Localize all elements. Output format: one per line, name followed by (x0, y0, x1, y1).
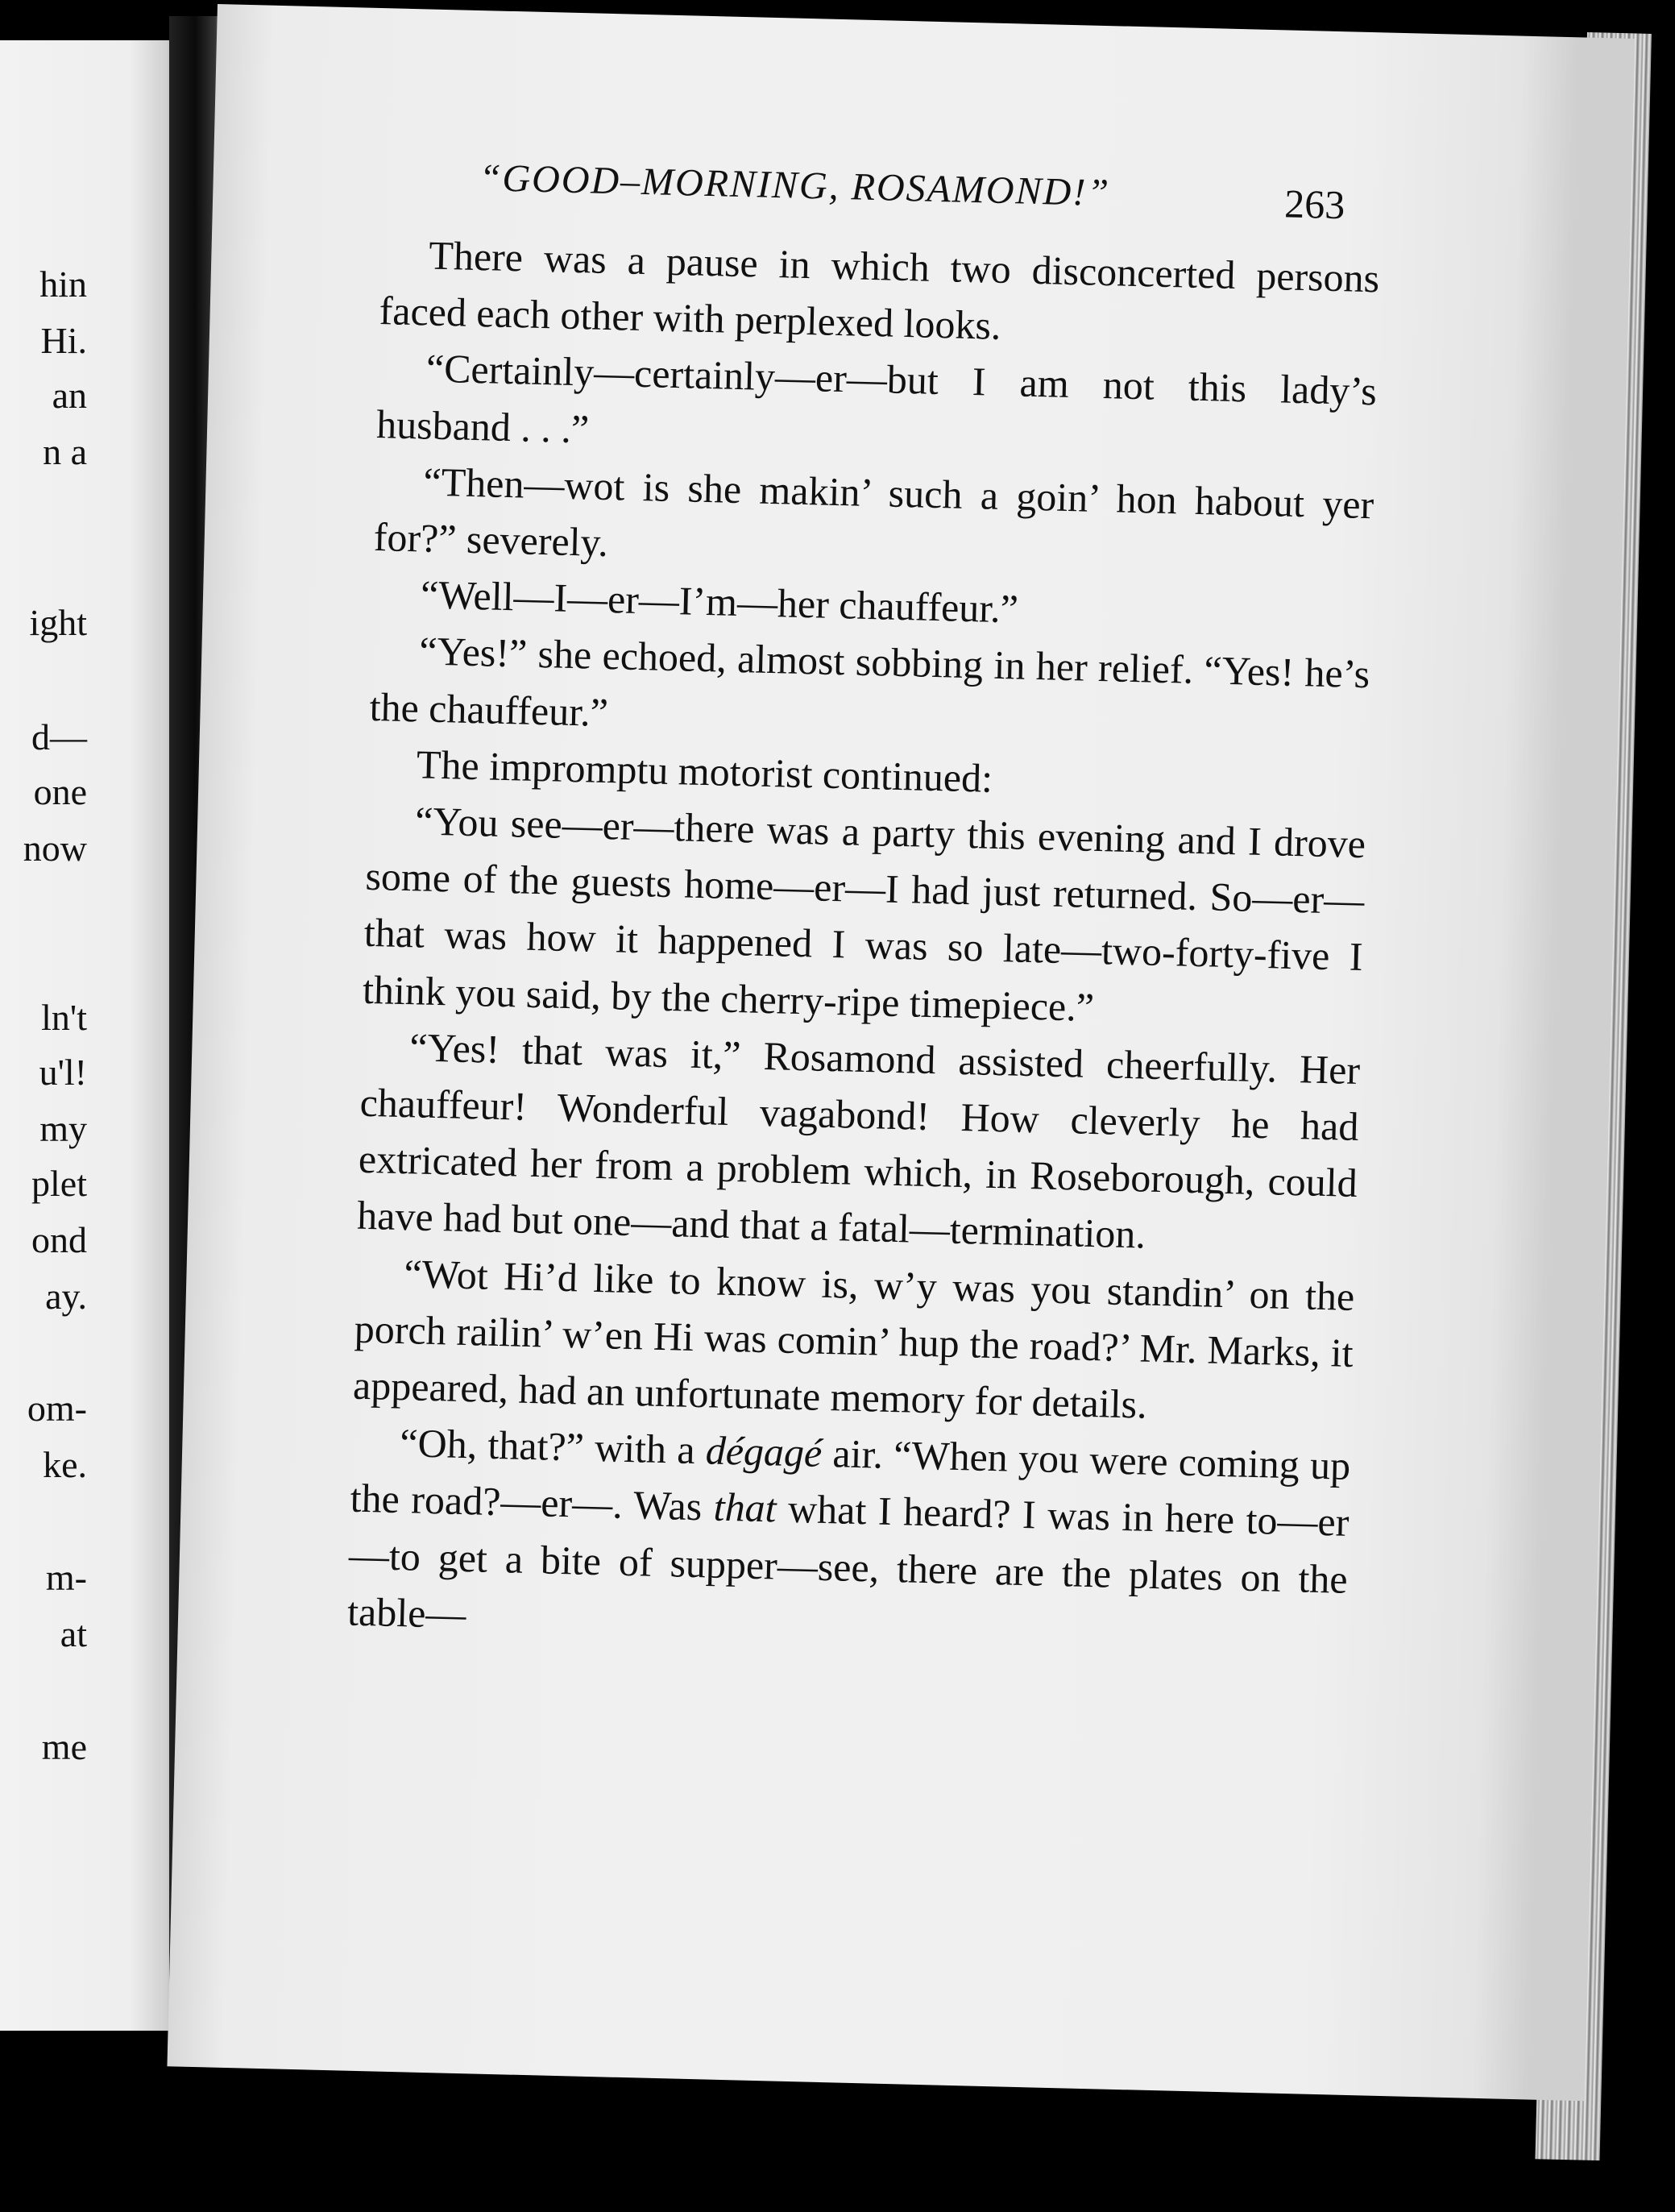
running-head: “GOOD–MORNING, ROSAMOND!” (479, 156, 1111, 215)
previous-page-fragment: ight (29, 602, 87, 643)
previous-page-fragment: Hi. (40, 320, 87, 361)
book-page (167, 4, 1635, 2101)
paragraph: “Yes! that was it,” Rosamond assisted cheerfully. Her chauffeur! Wonderful vagabond! How cleverly he had extricated her from a problem which, in Roseborough, could have had but one—and that a fatal—termination. (356, 1024, 1361, 1258)
paragraph: There was a pause in which two disconcerted persons faced each other with perplexed looks. (379, 232, 1380, 349)
previous-page-fragment: plet (31, 1163, 87, 1204)
text-run: “Oh, that?” with a (399, 1420, 707, 1473)
paragraph: “Certainly—certainly—er—but I am not this lady’s husband . . .” (375, 345, 1378, 452)
page-number: 263 (1283, 181, 1346, 228)
previous-page-edge (0, 40, 185, 2031)
paragraph: “Well—I—er—I’m—her chauffeur.” (420, 571, 1019, 632)
paragraph: “You see—er—there was a party this evening and I drove some of the guests home—er—I had just returned. So—er—that was how it happened I was so late—two-forty-five I think you said, by the cherry-ripe timepiece.” (362, 798, 1366, 1030)
previous-page-fragment: one (33, 771, 87, 812)
previous-page-fragment: ln't (41, 997, 87, 1038)
previous-page-fragment: at (60, 1613, 87, 1654)
italic-text: that (713, 1484, 777, 1531)
previous-page-fragment: my (39, 1108, 87, 1149)
paragraph-last (346, 1413, 1350, 1664)
paragraph: “Yes!” she echoed, almost sobbing in her relief. “Yes! he’s the chauffeur.” (369, 628, 1370, 735)
previous-page-fragment: hin (39, 264, 87, 305)
previous-page-fragment: now (23, 828, 87, 869)
paragraph: The impromptu motorist continued: (416, 741, 993, 801)
previous-page-fragment: ond (31, 1219, 87, 1260)
paragraph: “Then—wot is she makin’ such a goin’ hon habout yer for?” severely. (373, 459, 1374, 566)
previous-page-fragment: ay. (45, 1276, 87, 1317)
previous-page-fragment: d— (31, 716, 87, 757)
paragraph: “Wot Hi’d like to know is, w’y was you standin’ on the porch railin’ w’en Hi was comin’ hup the road?’ Mr. Marks, it appeared, had an unfortunate memory for details. (352, 1250, 1355, 1427)
previous-page-fragment: an (52, 375, 87, 416)
previous-page-fragment: m- (45, 1557, 87, 1598)
previous-page-fragment: u'l! (39, 1052, 87, 1093)
page-body (346, 226, 1380, 1664)
italic-text: dégagé (705, 1427, 823, 1476)
previous-page-fragment: n a (43, 431, 87, 472)
previous-page-fragment: me (41, 1726, 87, 1767)
text-run: air. “When you were coming up the road?—er—. Was (350, 1430, 1351, 1530)
previous-page-fragment: om- (27, 1388, 87, 1429)
previous-page-fragment: ke. (43, 1444, 87, 1485)
text-run: what I heard? I was in here to—er—to get a bite of supper—see, there are the plates on the table— (346, 1485, 1350, 1637)
